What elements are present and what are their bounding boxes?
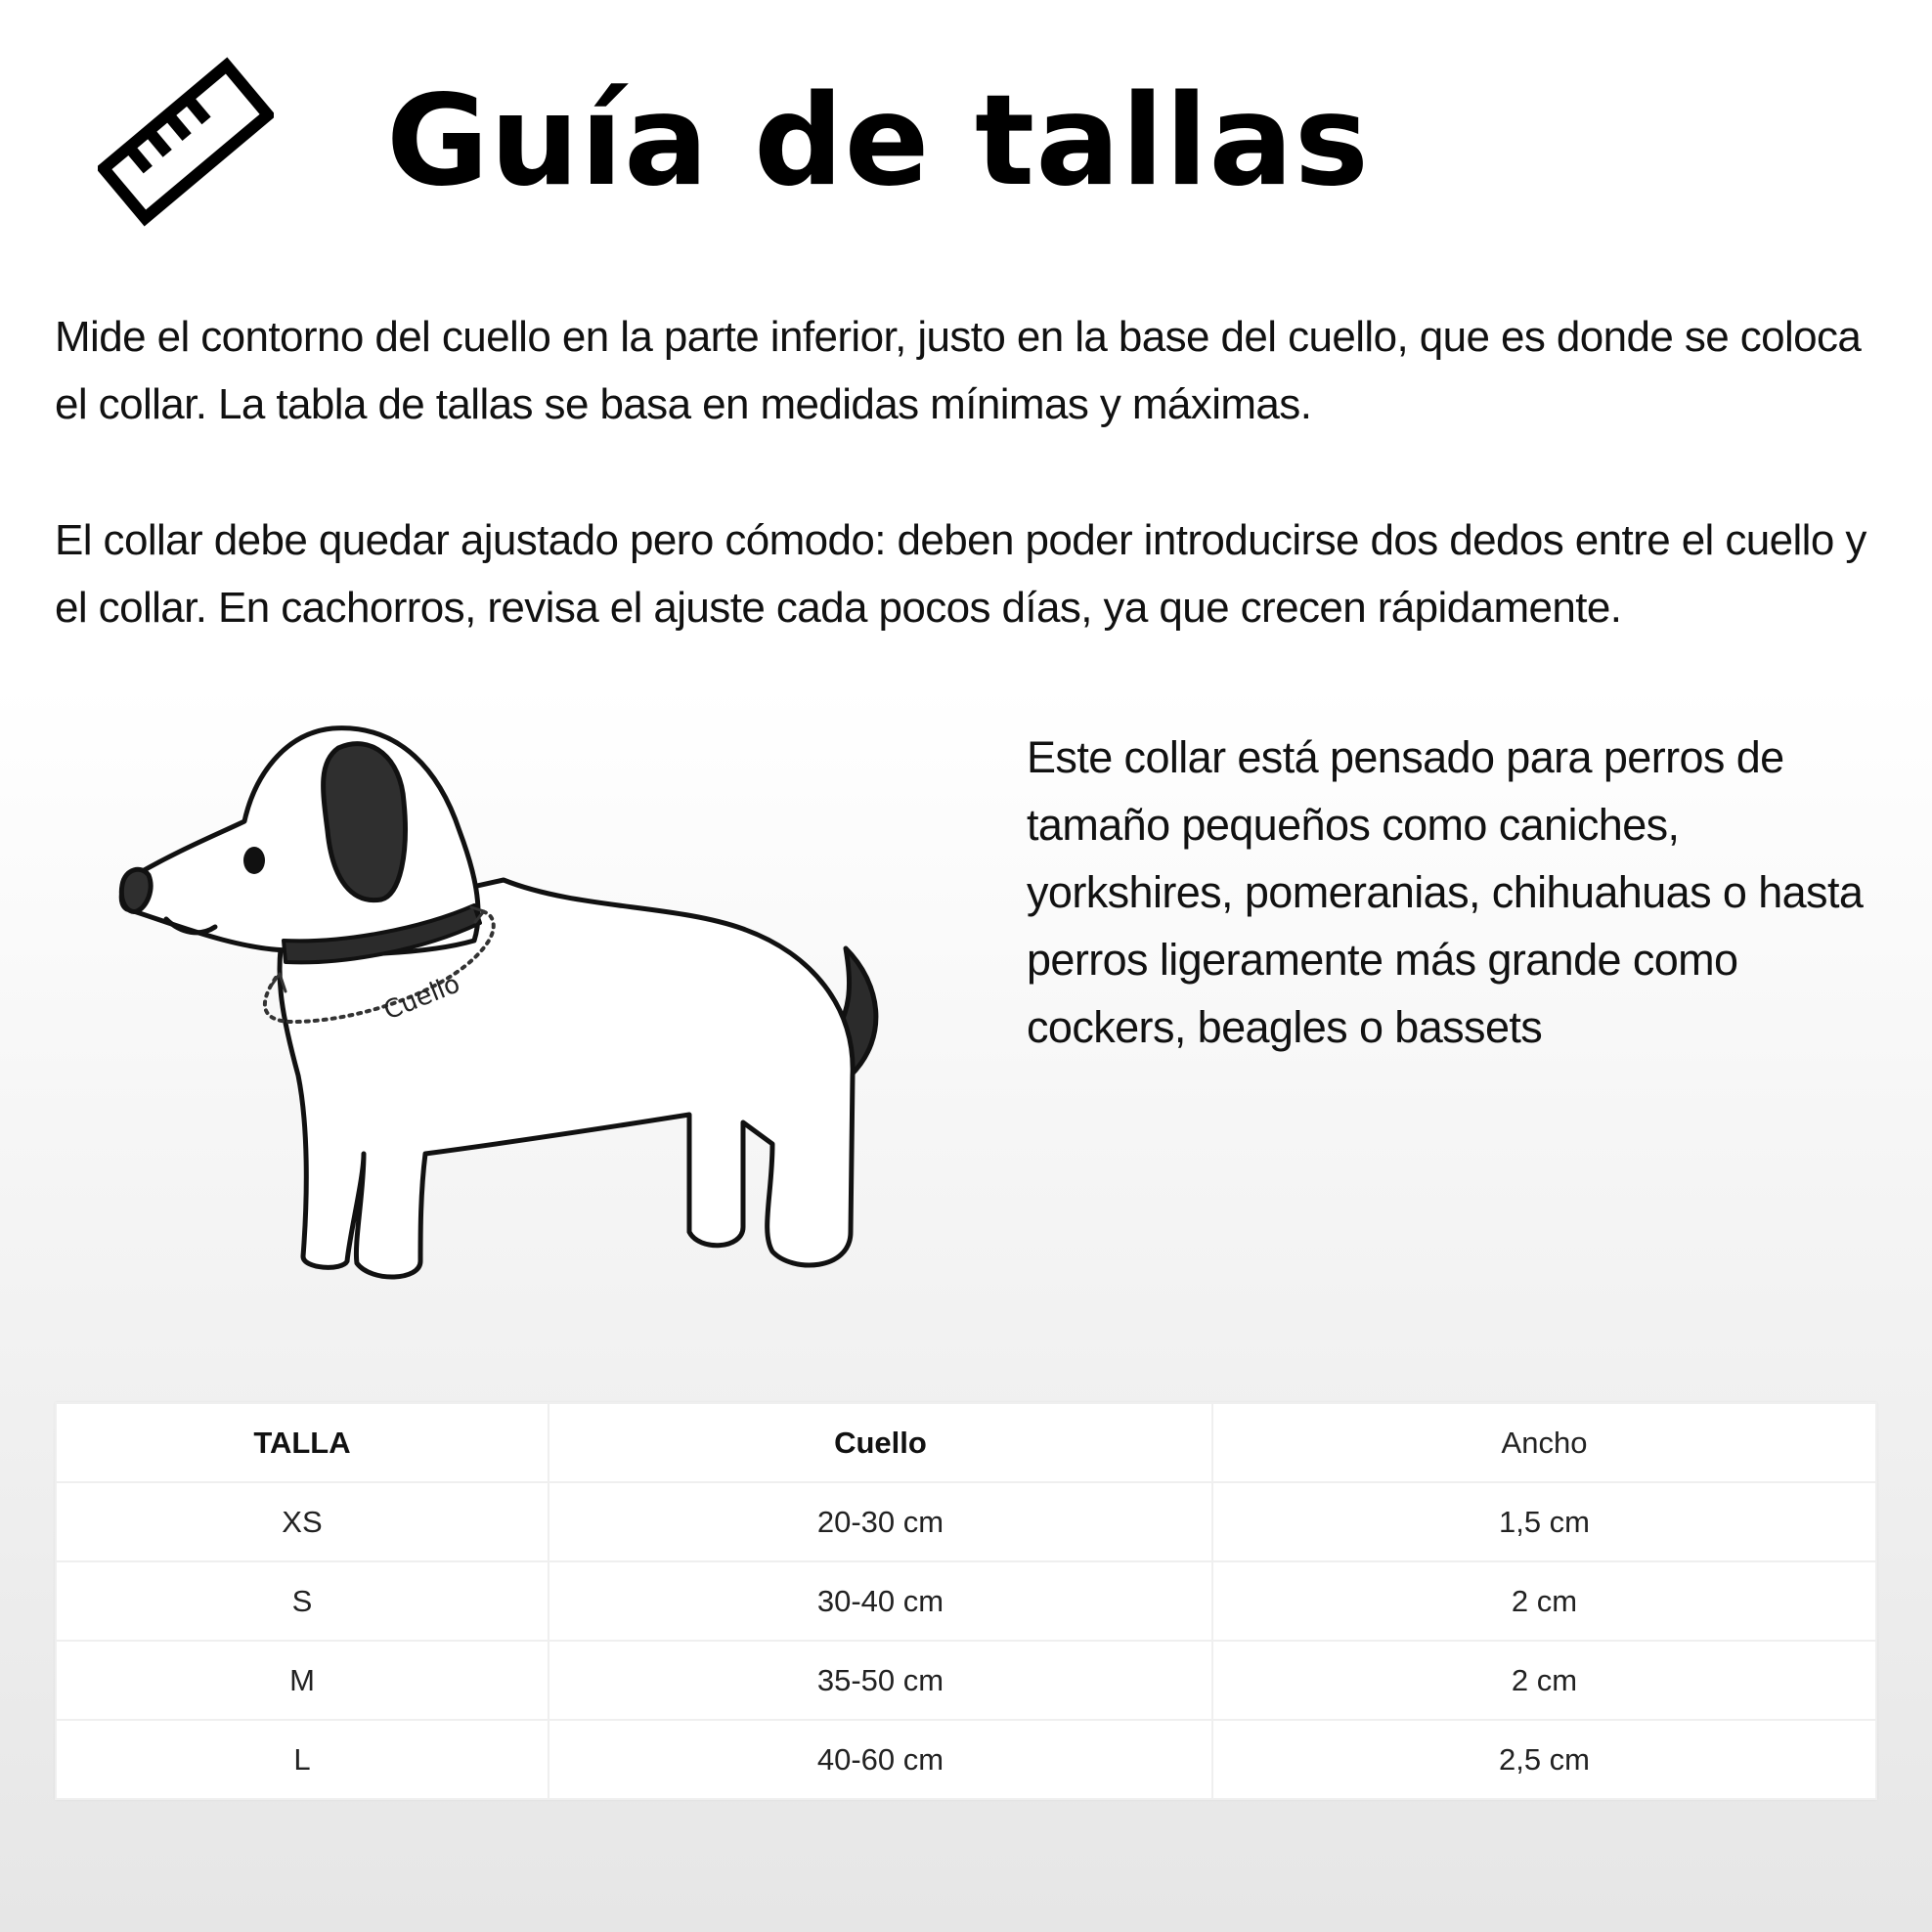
table-row <box>56 1720 1876 1799</box>
cell-neck: 30-40 cm <box>549 1561 1212 1641</box>
page-title: Guía de tallas <box>386 68 1370 214</box>
table-row <box>56 1641 1876 1720</box>
cell-size: L <box>56 1720 549 1799</box>
cell-size: S <box>56 1561 549 1641</box>
table-header-row <box>56 1403 1876 1482</box>
neck-label: Cuello <box>379 969 464 1027</box>
header-ancho: Ancho <box>1212 1403 1876 1482</box>
ruler-icon <box>98 49 274 235</box>
cell-neck: 35-50 cm <box>549 1641 1212 1720</box>
header <box>98 49 1370 235</box>
header-talla: TALLA <box>56 1403 549 1482</box>
dog-head <box>121 728 478 954</box>
intro-paragraph-1: Mide el contorno del cuello en la parte inferior, justo en la base del cuello, que es donde se coloca el collar. La tabla de tallas se basa en medidas mínimas y máximas. <box>55 313 1862 428</box>
dog-illustration <box>108 684 890 1291</box>
cell-neck: 40-60 cm <box>549 1720 1212 1799</box>
cell-neck: 20-30 cm <box>549 1482 1212 1561</box>
cell-width: 2 cm <box>1212 1641 1876 1720</box>
cell-size: M <box>56 1641 549 1720</box>
size-table <box>55 1402 1877 1800</box>
dog-nose <box>121 869 151 911</box>
table-row <box>56 1561 1876 1641</box>
intro-paragraph-2: El collar debe quedar ajustado pero cómodo: deben poder introducirse dos dedos entre el cuello y el collar. En cachorros, revisa el ajuste cada pocos días, ya que crecen rápidamente. <box>55 516 1866 632</box>
header-cuello: Cuello <box>549 1403 1212 1482</box>
cell-width: 1,5 cm <box>1212 1482 1876 1561</box>
dog-eye <box>243 847 265 874</box>
cell-width: 2,5 cm <box>1212 1720 1876 1799</box>
cell-width: 2 cm <box>1212 1561 1876 1641</box>
table-row <box>56 1482 1876 1561</box>
cell-size: XS <box>56 1482 549 1561</box>
breed-description: Este collar está pensado para perros de tamaño pequeños como caniches, yorkshires, pomeranias, chihuahuas o hasta perros ligeramente más grande como cockers, beagles o bassets <box>1027 732 1864 1052</box>
